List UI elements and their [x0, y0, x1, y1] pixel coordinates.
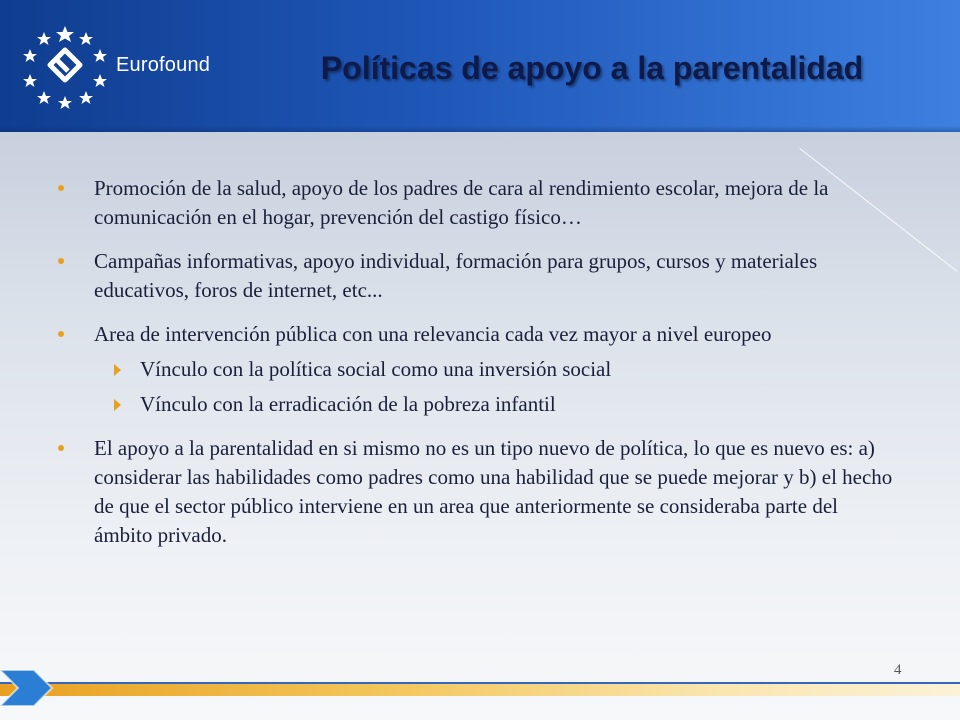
- sub-list-item-text: Vínculo con la erradicación de la pobreza infantil: [140, 392, 556, 416]
- footer-bar: [0, 684, 960, 696]
- list-item-text: Promoción de la salud, apoyo de los padres de cara al rendimiento escolar, mejora de la comunicación en el hogar, prevención del castigo físico…: [94, 176, 829, 229]
- sub-list-item: [58, 390, 898, 419]
- list-item-text: Campañas informativas, apoyo individual, formación para grupos, cursos y materiales educativos, foros de internet, etc...: [94, 249, 818, 302]
- list-item: [58, 247, 898, 305]
- list-item-text: El apoyo a la parentalidad en si mismo no es un tipo nuevo de política, lo que es nuevo es: a) considerar las habilidades como padres como una habilidad que se puede mejorar y b) el hecho de que el sector público interviene en un area que anteriormente se consideraba parte del ámbito privado.: [94, 436, 893, 547]
- bullet-dot-icon: [58, 185, 64, 191]
- header-banner: [0, 0, 960, 132]
- list-item: [58, 320, 898, 349]
- page-title: Políticas de apoyo a la parentalidad: [320, 50, 864, 86]
- sub-list-item: [58, 355, 898, 384]
- sub-bullet-list: [58, 355, 898, 419]
- arrow-right-icon: [0, 660, 70, 716]
- bullet-dot-icon: [58, 445, 64, 451]
- bullet-dot-icon: [58, 331, 64, 337]
- triangle-arrow-icon: [114, 399, 121, 411]
- bullet-dot-icon: [58, 258, 64, 264]
- sub-list-item-text: Vínculo con la política social como una inversión social: [140, 357, 612, 381]
- page-number: 4: [894, 662, 902, 678]
- logo-text: Eurofound: [116, 54, 211, 76]
- eurofound-logo-icon: [20, 22, 110, 112]
- list-item: [58, 174, 898, 232]
- list-item: [58, 434, 898, 550]
- bullet-list: [58, 174, 898, 565]
- triangle-arrow-icon: [114, 364, 121, 376]
- list-item-text: Area de intervención pública con una relevancia cada vez mayor a nivel europeo: [94, 322, 772, 346]
